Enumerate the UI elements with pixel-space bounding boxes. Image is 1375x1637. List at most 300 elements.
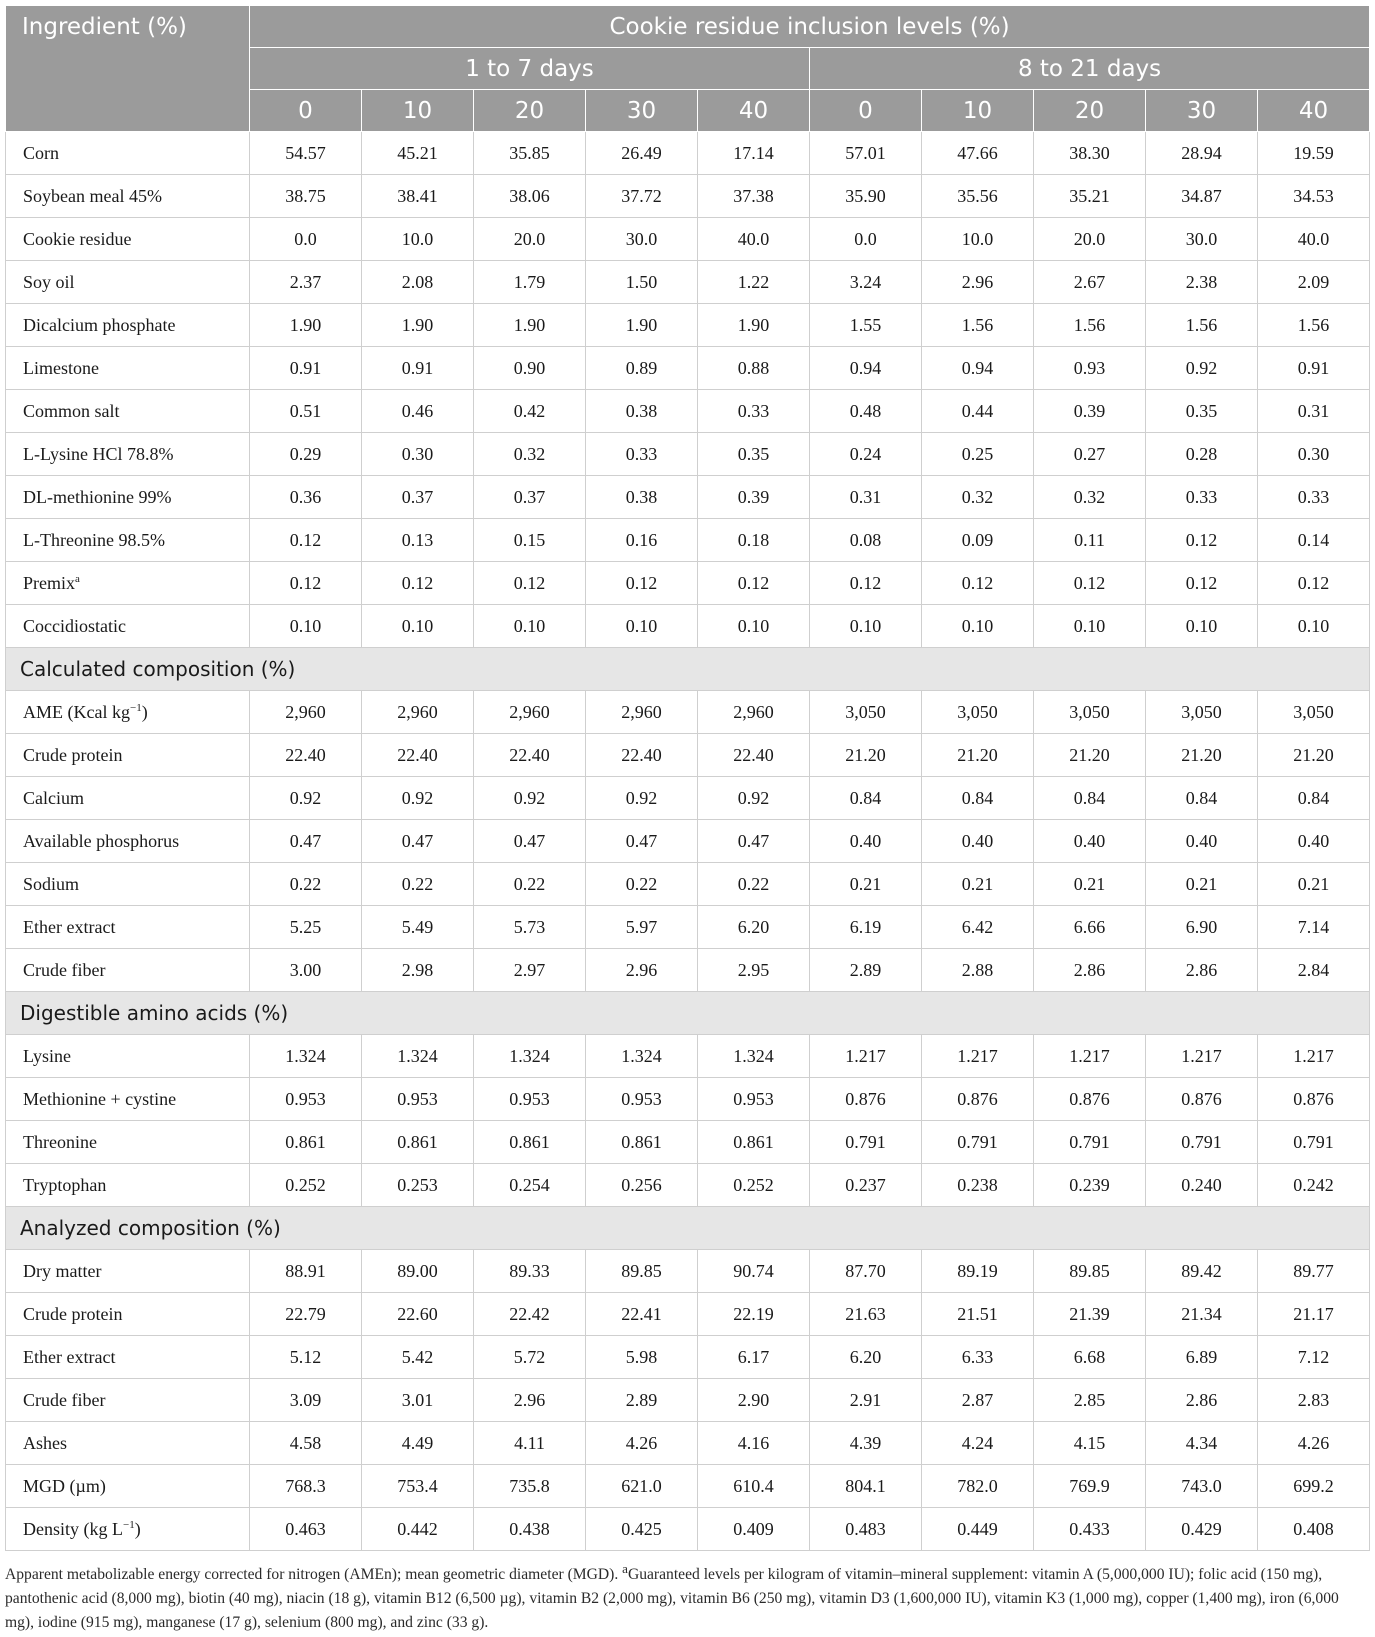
table-cell: 0.10	[922, 605, 1034, 648]
row-label-text: Tryptophan	[23, 1174, 107, 1195]
table-cell: 2,960	[250, 691, 362, 734]
row-label-text: Premix	[23, 572, 75, 593]
table-cell: 40.0	[698, 218, 810, 261]
table-row	[6, 605, 1370, 648]
row-label-text: Crude protein	[23, 744, 123, 765]
table-cell: 30.0	[586, 218, 698, 261]
table-cell: 0.32	[474, 433, 586, 476]
table-cell: 1.90	[250, 304, 362, 347]
table-cell: 5.12	[250, 1336, 362, 1379]
table-cell: 0.10	[586, 605, 698, 648]
table-cell: 5.42	[362, 1336, 474, 1379]
table-cell: 2,960	[362, 691, 474, 734]
table-cell: 1.217	[1034, 1035, 1146, 1078]
table-cell: 57.01	[810, 132, 922, 175]
table-cell: 1.79	[474, 261, 586, 304]
table-cell: 3,050	[810, 691, 922, 734]
table-cell: 0.47	[586, 820, 698, 863]
row-label-text: DL-methionine 99%	[23, 486, 172, 507]
table-cell: 37.72	[586, 175, 698, 218]
table-cell: 4.34	[1146, 1422, 1258, 1465]
table-cell: 0.861	[698, 1121, 810, 1164]
table-cell: 47.66	[922, 132, 1034, 175]
table-cell: 0.91	[250, 347, 362, 390]
table-cell: 89.00	[362, 1250, 474, 1293]
table-cell: 0.12	[362, 562, 474, 605]
table-cell: 1.324	[250, 1035, 362, 1078]
table-cell: 17.14	[698, 132, 810, 175]
table-cell: 0.22	[586, 863, 698, 906]
row-label	[6, 691, 250, 734]
row-label	[6, 1379, 250, 1422]
row-label	[6, 132, 250, 175]
table-cell: 0.876	[922, 1078, 1034, 1121]
row-label	[6, 605, 250, 648]
table-cell: 35.90	[810, 175, 922, 218]
table-cell: 0.92	[1146, 347, 1258, 390]
table-cell: 35.21	[1034, 175, 1146, 218]
row-label	[6, 863, 250, 906]
table-row	[6, 562, 1370, 605]
table-cell: 2,960	[586, 691, 698, 734]
table-row	[6, 1121, 1370, 1164]
table-cell: 2.98	[362, 949, 474, 992]
row-label	[6, 1508, 250, 1551]
table-cell: 0.91	[1258, 347, 1370, 390]
table-cell: 0.84	[810, 777, 922, 820]
table-cell: 2,960	[474, 691, 586, 734]
table-cell: 40.0	[1258, 218, 1370, 261]
table-cell: 6.19	[810, 906, 922, 949]
table-cell: 0.47	[474, 820, 586, 863]
section-title: Calculated composition (%)	[6, 648, 1370, 691]
table-cell: 34.53	[1258, 175, 1370, 218]
table-footnote	[5, 1557, 1369, 1635]
table-cell: 0.256	[586, 1164, 698, 1207]
table-cell: 2.88	[922, 949, 1034, 992]
section-header-row	[6, 1207, 1370, 1250]
table-cell: 699.2	[1258, 1465, 1370, 1508]
footnote-marker: a	[622, 1561, 628, 1576]
table-cell: 1.324	[474, 1035, 586, 1078]
row-label-text: Sodium	[23, 873, 80, 894]
table-cell: 0.10	[698, 605, 810, 648]
row-label	[6, 820, 250, 863]
table-cell: 1.22	[698, 261, 810, 304]
level-header: 40	[1258, 90, 1370, 132]
table-cell: 0.93	[1034, 347, 1146, 390]
table-cell: 1.56	[1034, 304, 1146, 347]
ingredient-header: Ingredient (%)	[6, 6, 250, 132]
table-cell: 0.24	[810, 433, 922, 476]
table-cell: 0.46	[362, 390, 474, 433]
table-cell: 38.06	[474, 175, 586, 218]
table-cell: 2.09	[1258, 261, 1370, 304]
table-cell: 0.92	[474, 777, 586, 820]
row-label	[6, 476, 250, 519]
row-label	[6, 562, 250, 605]
table-row	[6, 820, 1370, 863]
table-cell: 54.57	[250, 132, 362, 175]
table-cell: 782.0	[922, 1465, 1034, 1508]
table-cell: 1.90	[362, 304, 474, 347]
table-cell: 0.31	[1258, 390, 1370, 433]
table-cell: 26.49	[586, 132, 698, 175]
table-cell: 2.96	[922, 261, 1034, 304]
table-cell: 1.324	[586, 1035, 698, 1078]
table-cell: 0.876	[1146, 1078, 1258, 1121]
table-cell: 6.42	[922, 906, 1034, 949]
row-label	[6, 1035, 250, 1078]
table-cell: 22.40	[698, 734, 810, 777]
table-cell: 0.92	[250, 777, 362, 820]
table-cell: 4.26	[586, 1422, 698, 1465]
row-label	[6, 777, 250, 820]
row-label-superscript: a	[75, 572, 80, 585]
table-cell: 28.94	[1146, 132, 1258, 175]
row-label-text: Methionine + cystine	[23, 1088, 177, 1109]
table-cell: 0.12	[1146, 519, 1258, 562]
table-cell: 6.89	[1146, 1336, 1258, 1379]
footnote-text: Apparent metabolizable energy corrected for nitrogen (AMEn); mean geometric diameter (MGD).	[5, 1566, 623, 1584]
table-cell: 769.9	[1034, 1465, 1146, 1508]
table-cell: 0.39	[698, 476, 810, 519]
table-cell: 0.32	[1034, 476, 1146, 519]
table-cell: 0.40	[1034, 820, 1146, 863]
section-title: Analyzed composition (%)	[6, 1207, 1370, 1250]
row-label	[6, 304, 250, 347]
table-cell: 1.217	[1146, 1035, 1258, 1078]
table-cell: 2.08	[362, 261, 474, 304]
table-cell: 89.77	[1258, 1250, 1370, 1293]
table-cell: 4.24	[922, 1422, 1034, 1465]
table-cell: 0.252	[250, 1164, 362, 1207]
table-row	[6, 906, 1370, 949]
table-cell: 10.0	[362, 218, 474, 261]
table-cell: 1.217	[1258, 1035, 1370, 1078]
table-row	[6, 1508, 1370, 1551]
table-cell: 0.861	[474, 1121, 586, 1164]
table-cell: 3,050	[1146, 691, 1258, 734]
row-label-superscript: −1	[129, 701, 142, 714]
table-cell: 0.12	[810, 562, 922, 605]
table-cell: 22.60	[362, 1293, 474, 1336]
table-cell: 21.51	[922, 1293, 1034, 1336]
table-cell: 90.74	[698, 1250, 810, 1293]
level-header: 40	[698, 90, 810, 132]
row-label	[6, 390, 250, 433]
row-label	[6, 261, 250, 304]
table-row	[6, 175, 1370, 218]
table-cell: 4.58	[250, 1422, 362, 1465]
table-cell: 0.08	[810, 519, 922, 562]
table-row	[6, 304, 1370, 347]
table-cell: 1.324	[698, 1035, 810, 1078]
table-cell: 89.42	[1146, 1250, 1258, 1293]
table-cell: 0.35	[1146, 390, 1258, 433]
row-label-text: Coccidiostatic	[23, 615, 126, 636]
table-container	[5, 5, 1370, 1635]
table-cell: 0.47	[698, 820, 810, 863]
table-cell: 10.0	[922, 218, 1034, 261]
table-cell: 21.20	[922, 734, 1034, 777]
table-cell: 6.33	[922, 1336, 1034, 1379]
table-cell: 0.28	[1146, 433, 1258, 476]
table-cell: 2.96	[586, 949, 698, 992]
table-cell: 0.36	[250, 476, 362, 519]
level-header: 10	[922, 90, 1034, 132]
row-label-suffix: )	[141, 701, 148, 722]
table-cell: 2.95	[698, 949, 810, 992]
table-cell: 0.42	[474, 390, 586, 433]
row-label-text: Crude fiber	[23, 959, 106, 980]
table-row	[6, 132, 1370, 175]
table-cell: 2.85	[1034, 1379, 1146, 1422]
table-cell: 4.26	[1258, 1422, 1370, 1465]
row-label	[6, 1250, 250, 1293]
table-cell: 0.32	[922, 476, 1034, 519]
table-row	[6, 1035, 1370, 1078]
row-label-text: Ether extract	[23, 916, 116, 937]
table-cell: 0.425	[586, 1508, 698, 1551]
table-cell: 0.92	[698, 777, 810, 820]
table-cell: 2.67	[1034, 261, 1146, 304]
table-cell: 21.20	[1146, 734, 1258, 777]
table-cell: 0.238	[922, 1164, 1034, 1207]
table-cell: 45.21	[362, 132, 474, 175]
table-cell: 21.39	[1034, 1293, 1146, 1336]
table-cell: 2.89	[586, 1379, 698, 1422]
section-header-row	[6, 992, 1370, 1035]
table-cell: 19.59	[1258, 132, 1370, 175]
table-cell: 35.56	[922, 175, 1034, 218]
row-label-text: Dicalcium phosphate	[23, 314, 176, 335]
table-cell: 0.92	[362, 777, 474, 820]
table-cell: 0.438	[474, 1508, 586, 1551]
table-cell: 0.25	[922, 433, 1034, 476]
table-row	[6, 949, 1370, 992]
level-header: 0	[250, 90, 362, 132]
table-cell: 0.10	[1258, 605, 1370, 648]
row-label-text: Limestone	[23, 357, 99, 378]
table-cell: 3,050	[922, 691, 1034, 734]
table-cell: 3.24	[810, 261, 922, 304]
table-cell: 0.449	[922, 1508, 1034, 1551]
table-row	[6, 1078, 1370, 1121]
table-cell: 21.34	[1146, 1293, 1258, 1336]
table-cell: 0.13	[362, 519, 474, 562]
table-cell: 2.37	[250, 261, 362, 304]
table-cell: 0.40	[810, 820, 922, 863]
inclusion-levels-header: Cookie residue inclusion levels (%)	[250, 6, 1370, 48]
table-cell: 2.96	[474, 1379, 586, 1422]
table-cell: 0.18	[698, 519, 810, 562]
table-cell: 0.10	[474, 605, 586, 648]
table-cell: 1.55	[810, 304, 922, 347]
table-cell: 2.86	[1146, 949, 1258, 992]
table-cell: 22.40	[362, 734, 474, 777]
row-label-text: AME (Kcal kg	[23, 701, 130, 722]
table-cell: 21.17	[1258, 1293, 1370, 1336]
table-cell: 6.90	[1146, 906, 1258, 949]
period-1-header: 1 to 7 days	[250, 48, 810, 90]
table-cell: 6.20	[698, 906, 810, 949]
table-cell: 0.12	[474, 562, 586, 605]
table-cell: 0.12	[586, 562, 698, 605]
row-label-text: Dry matter	[23, 1260, 102, 1281]
table-cell: 0.40	[922, 820, 1034, 863]
table-cell: 0.876	[810, 1078, 922, 1121]
level-header: 20	[1034, 90, 1146, 132]
table-cell: 0.29	[250, 433, 362, 476]
table-cell: 0.409	[698, 1508, 810, 1551]
table-cell: 0.84	[1146, 777, 1258, 820]
table-cell: 0.84	[1258, 777, 1370, 820]
table-cell: 743.0	[1146, 1465, 1258, 1508]
section-title: Digestible amino acids (%)	[6, 992, 1370, 1035]
table-cell: 0.40	[1258, 820, 1370, 863]
table-cell: 0.33	[1258, 476, 1370, 519]
table-row	[6, 519, 1370, 562]
table-cell: 0.90	[474, 347, 586, 390]
row-label	[6, 1336, 250, 1379]
table-cell: 0.12	[250, 562, 362, 605]
table-cell: 0.12	[1146, 562, 1258, 605]
row-label-text: Cookie residue	[23, 228, 132, 249]
table-cell: 5.98	[586, 1336, 698, 1379]
table-cell: 4.39	[810, 1422, 922, 1465]
table-cell: 0.33	[698, 390, 810, 433]
table-cell: 0.31	[810, 476, 922, 519]
table-cell: 22.41	[586, 1293, 698, 1336]
table-cell: 0.21	[1258, 863, 1370, 906]
table-cell: 37.38	[698, 175, 810, 218]
table-cell: 20.0	[474, 218, 586, 261]
table-cell: 2.86	[1034, 949, 1146, 992]
table-cell: 0.48	[810, 390, 922, 433]
level-header: 30	[1146, 90, 1258, 132]
table-cell: 0.44	[922, 390, 1034, 433]
table-cell: 0.12	[922, 562, 1034, 605]
table-row	[6, 218, 1370, 261]
row-label-text: Calcium	[23, 787, 84, 808]
table-cell: 804.1	[810, 1465, 922, 1508]
row-label-text: Available phosphorus	[23, 830, 180, 851]
table-row	[6, 1422, 1370, 1465]
table-cell: 3.09	[250, 1379, 362, 1422]
table-cell: 0.15	[474, 519, 586, 562]
table-cell: 0.88	[698, 347, 810, 390]
table-body	[6, 132, 1370, 1551]
row-label	[6, 1422, 250, 1465]
table-cell: 38.75	[250, 175, 362, 218]
table-cell: 0.22	[362, 863, 474, 906]
table-cell: 0.483	[810, 1508, 922, 1551]
table-row	[6, 390, 1370, 433]
table-cell: 0.14	[1258, 519, 1370, 562]
table-cell: 0.10	[1146, 605, 1258, 648]
table-cell: 22.40	[474, 734, 586, 777]
table-cell: 22.79	[250, 1293, 362, 1336]
table-cell: 0.861	[362, 1121, 474, 1164]
table-cell: 34.87	[1146, 175, 1258, 218]
table-cell: 21.20	[1034, 734, 1146, 777]
table-cell: 2.86	[1146, 1379, 1258, 1422]
table-cell: 0.442	[362, 1508, 474, 1551]
table-row	[6, 691, 1370, 734]
table-cell: 0.11	[1034, 519, 1146, 562]
table-cell: 0.94	[922, 347, 1034, 390]
table-cell: 1.50	[586, 261, 698, 304]
table-cell: 0.30	[1258, 433, 1370, 476]
table-row	[6, 863, 1370, 906]
table-cell: 0.22	[474, 863, 586, 906]
section-header-row	[6, 648, 1370, 691]
table-row	[6, 347, 1370, 390]
row-label	[6, 1078, 250, 1121]
table-cell: 0.89	[586, 347, 698, 390]
table-cell: 0.10	[362, 605, 474, 648]
table-cell: 1.90	[474, 304, 586, 347]
table-row	[6, 1379, 1370, 1422]
table-cell: 0.84	[1034, 777, 1146, 820]
row-label	[6, 175, 250, 218]
table-cell: 0.94	[810, 347, 922, 390]
table-cell: 610.4	[698, 1465, 810, 1508]
row-label-text: MGD (µm)	[23, 1475, 106, 1496]
table-cell: 0.791	[1258, 1121, 1370, 1164]
table-cell: 0.40	[1146, 820, 1258, 863]
table-cell: 5.72	[474, 1336, 586, 1379]
table-cell: 2.83	[1258, 1379, 1370, 1422]
table-row	[6, 1164, 1370, 1207]
table-cell: 6.20	[810, 1336, 922, 1379]
table-cell: 621.0	[586, 1465, 698, 1508]
table-cell: 22.19	[698, 1293, 810, 1336]
row-label-text: Density (kg L	[23, 1518, 123, 1539]
table-row	[6, 1465, 1370, 1508]
table-cell: 0.21	[922, 863, 1034, 906]
table-cell: 2.38	[1146, 261, 1258, 304]
level-header: 30	[586, 90, 698, 132]
table-cell: 7.14	[1258, 906, 1370, 949]
table-cell: 0.39	[1034, 390, 1146, 433]
table-cell: 0.0	[250, 218, 362, 261]
table-cell: 0.953	[474, 1078, 586, 1121]
table-cell: 0.16	[586, 519, 698, 562]
table-cell: 89.85	[586, 1250, 698, 1293]
table-cell: 89.85	[1034, 1250, 1146, 1293]
table-cell: 5.73	[474, 906, 586, 949]
table-cell: 6.66	[1034, 906, 1146, 949]
table-cell: 22.40	[586, 734, 698, 777]
table-row	[6, 433, 1370, 476]
table-row	[6, 734, 1370, 777]
table-cell: 0.10	[1034, 605, 1146, 648]
table-cell: 0.861	[250, 1121, 362, 1164]
table-cell: 3,050	[1258, 691, 1370, 734]
table-cell: 21.20	[810, 734, 922, 777]
table-cell: 2.97	[474, 949, 586, 992]
table-cell: 0.21	[1146, 863, 1258, 906]
table-cell: 4.16	[698, 1422, 810, 1465]
table-cell: 0.92	[586, 777, 698, 820]
row-label-text: Threonine	[23, 1131, 97, 1152]
table-row	[6, 1293, 1370, 1336]
table-row	[6, 1250, 1370, 1293]
table-cell: 2.89	[810, 949, 922, 992]
table-cell: 0.861	[586, 1121, 698, 1164]
